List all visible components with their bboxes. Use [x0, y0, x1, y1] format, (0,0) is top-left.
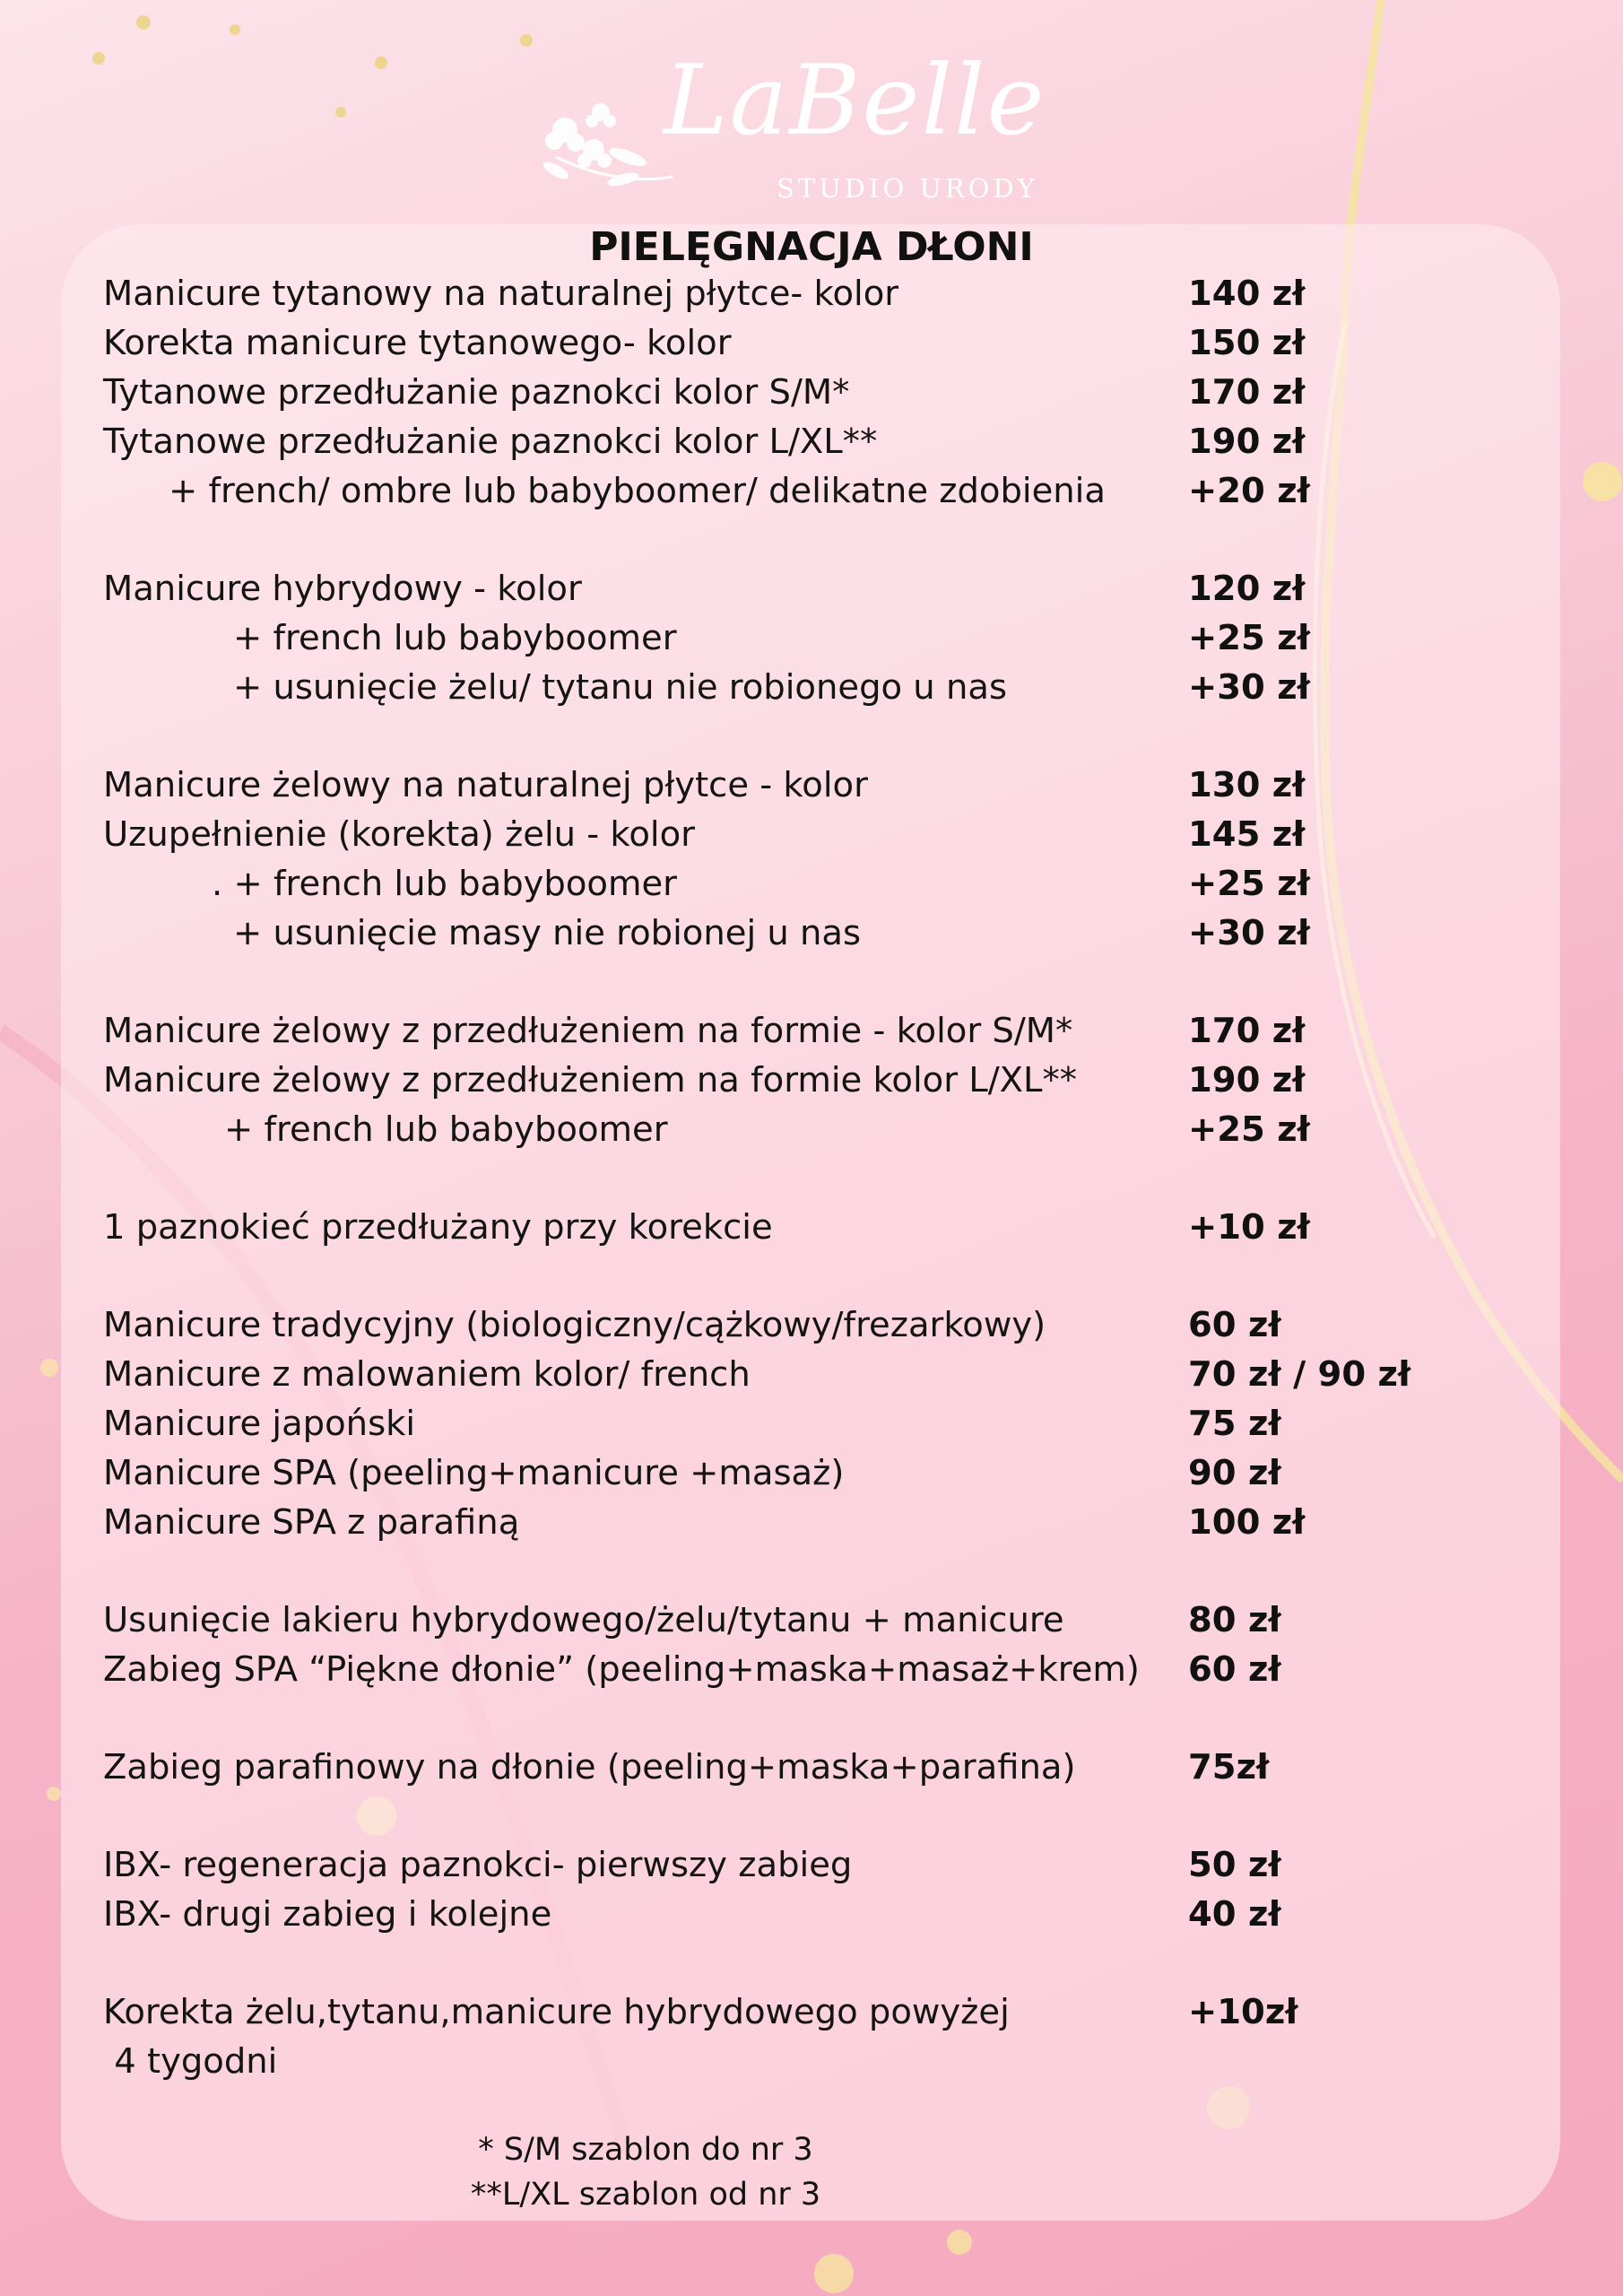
price-row: [0, 1649, 1623, 1698]
service-name: + usunięcie masy nie robionej u nas: [233, 913, 862, 953]
price-row-continuation: [0, 2041, 1623, 2090]
footnote-sm: * S/M szablon do nr 3: [478, 2132, 813, 2168]
service-name: Manicure żelowy na naturalnej płytce - kolor: [103, 765, 868, 805]
service-name: Manicure żelowy z przedłużeniem na formie kolor L/XL**: [103, 1060, 1078, 1100]
service-price: 60 zł: [1188, 1649, 1281, 1690]
service-name: Manicure SPA (peeling+manicure +masaż): [103, 1453, 845, 1493]
service-name: Zabieg parafinowy na dłonie (peeling+maska+parafina): [103, 1747, 1076, 1787]
brand-subtitle: STUDIO URODY: [777, 173, 1038, 204]
price-row-addon: [0, 618, 1623, 666]
service-price: 50 zł: [1188, 1845, 1281, 1885]
footnote-lxl: **L/XL szablon od nr 3: [470, 2177, 821, 2213]
price-row: [0, 274, 1623, 322]
service-name: + usunięcie żelu/ tytanu nie robionego u nas: [233, 667, 1007, 708]
service-name: Manicure hybrydowy - kolor: [103, 569, 582, 609]
service-name: Tytanowe przedłużanie paznokci kolor S/M*: [103, 372, 850, 413]
service-price: 130 zł: [1188, 765, 1306, 805]
brand-logo: [529, 45, 1067, 211]
service-name: Korekta manicure tytanowego- kolor: [103, 323, 732, 363]
service-name: Manicure żelowy z przedłużeniem na formie - kolor S/M*: [103, 1011, 1073, 1051]
price-row: [0, 372, 1623, 421]
service-name: Zabieg SPA “Piękne dłonie” (peeling+maska+masaż+krem): [103, 1649, 1140, 1690]
service-price: 60 zł: [1188, 1305, 1281, 1345]
price-row-addon: [0, 1109, 1623, 1158]
service-name: + french/ ombre lub babyboomer/ delikatne zdobienia: [169, 471, 1106, 511]
price-row: [0, 1404, 1623, 1452]
price-row: [0, 1305, 1623, 1353]
service-price: +20 zł: [1188, 471, 1310, 511]
service-name: Usunięcie lakieru hybrydowego/żelu/tytanu + manicure: [103, 1600, 1064, 1640]
service-price: 90 zł: [1188, 1453, 1281, 1493]
service-price: 150 zł: [1188, 323, 1306, 363]
service-name: Korekta żelu,tytanu,manicure hybrydowego powyżej: [103, 1992, 1010, 2032]
price-row: [0, 1207, 1623, 1256]
service-name: Manicure z malowaniem kolor/ french: [103, 1354, 751, 1395]
service-name: 4 tygodni: [103, 2041, 278, 2082]
price-row-addon: [0, 471, 1623, 519]
service-name: Manicure tradycyjny (biologiczny/cążkowy/frezarkowy): [103, 1305, 1046, 1345]
service-price: 170 zł: [1188, 372, 1306, 413]
service-price: 70 zł / 90 zł: [1188, 1354, 1411, 1395]
service-price: 190 zł: [1188, 1060, 1306, 1100]
price-row: [0, 1747, 1623, 1796]
service-price: +25 zł: [1188, 1109, 1310, 1150]
service-price: +25 zł: [1188, 864, 1310, 904]
price-row: [0, 1453, 1623, 1501]
service-price: 145 zł: [1188, 814, 1306, 855]
service-price: 100 zł: [1188, 1502, 1306, 1543]
brand-name: LaBelle: [664, 45, 1046, 157]
service-price: +25 zł: [1188, 618, 1310, 658]
service-price: 190 zł: [1188, 422, 1306, 462]
price-row: [0, 765, 1623, 813]
service-name: 1 paznokieć przedłużany przy korekcie: [103, 1207, 773, 1248]
service-name: Manicure tytanowy na naturalnej płytce- kolor: [103, 274, 899, 314]
price-row: [0, 1992, 1623, 2040]
flower-icon: [538, 94, 673, 202]
price-row: [0, 1060, 1623, 1109]
service-price: 140 zł: [1188, 274, 1306, 314]
price-row-addon: [0, 864, 1623, 912]
service-price: +10 zł: [1188, 1207, 1310, 1248]
service-price: 170 zł: [1188, 1011, 1306, 1051]
service-price: 75 zł: [1188, 1404, 1281, 1444]
service-price: +10zł: [1188, 1992, 1298, 2032]
service-price: +30 zł: [1188, 667, 1310, 708]
price-row: [0, 1894, 1623, 1943]
price-row: [0, 323, 1623, 371]
price-row: [0, 1600, 1623, 1648]
price-row: [0, 422, 1623, 470]
service-name: Uzupełnienie (korekta) żelu - kolor: [103, 814, 695, 855]
service-name: + french lub babyboomer: [224, 1109, 668, 1150]
price-row-addon: [0, 667, 1623, 716]
service-name: IBX- drugi zabieg i kolejne: [103, 1894, 552, 1935]
section-title: PIELĘGNACJA DŁONI: [589, 224, 1034, 270]
price-row: [0, 569, 1623, 617]
service-name: Manicure japoński: [103, 1404, 416, 1444]
service-price: 80 zł: [1188, 1600, 1281, 1640]
price-row: [0, 1845, 1623, 1893]
service-price: 120 zł: [1188, 569, 1306, 609]
service-name: Manicure SPA z parafiną: [103, 1502, 520, 1543]
service-name: Tytanowe przedłużanie paznokci kolor L/XL**: [103, 422, 878, 462]
price-row: [0, 1354, 1623, 1403]
price-row-addon: [0, 913, 1623, 961]
service-name: IBX- regeneracja paznokci- pierwszy zabieg: [103, 1845, 853, 1885]
price-row: [0, 1502, 1623, 1551]
service-name: + french lub babyboomer: [233, 618, 677, 658]
service-price: 75zł: [1188, 1747, 1270, 1787]
service-price: 40 zł: [1188, 1894, 1281, 1935]
price-row: [0, 1011, 1623, 1059]
price-row: [0, 814, 1623, 863]
service-name: . + french lub babyboomer: [212, 864, 677, 904]
service-price: +30 zł: [1188, 913, 1310, 953]
